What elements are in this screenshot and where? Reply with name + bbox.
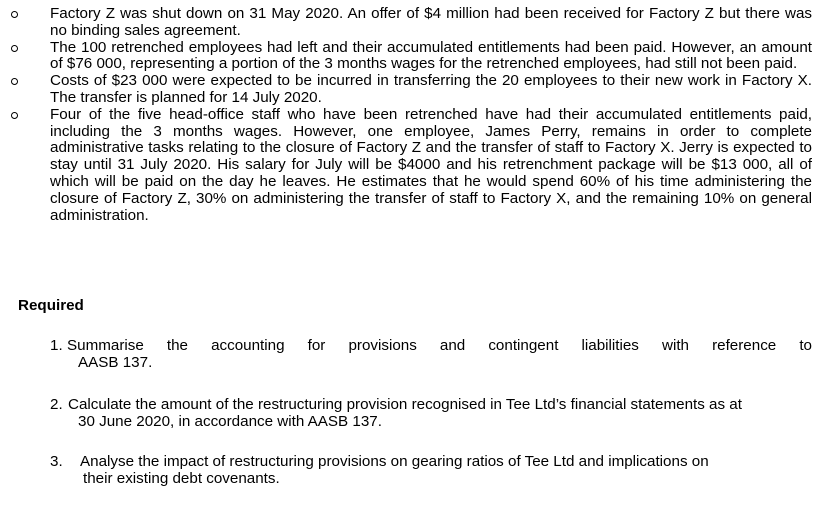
bullet-text: Costs of $23 000 were expected to be incurred in transferring the 20 employees to their new work in Factory X. The transfer is planned for 14 July 2020. (50, 72, 812, 106)
hollow-circle-bullet-icon (11, 112, 18, 119)
hollow-circle-bullet-icon (11, 45, 18, 52)
question-number: 1. (50, 337, 63, 354)
question-text (50, 454, 812, 488)
question-line-1: Calculate the amount of the restructuring provision recognised in Tee Ltd’s financial statements as at (68, 396, 742, 413)
question-number: 3. (50, 453, 63, 470)
bullet-item-head-office-staff (0, 107, 830, 225)
question-text (50, 397, 812, 431)
bullet-text: Factory Z was shut down on 31 May 2020. An offer of $4 million had been received for Factory Z but there was no binding sales agreement. (50, 5, 812, 39)
question-2 (50, 397, 812, 431)
hollow-circle-bullet-icon (11, 78, 18, 85)
question-number: 2. (50, 396, 63, 413)
question-1 (50, 338, 812, 372)
question-line-2: their existing debt covenants. (83, 469, 280, 487)
question-text (50, 338, 812, 372)
question-line-2: 30 June 2020, in accordance with AASB 137. (78, 412, 382, 430)
bullet-item-retrenched-employees (0, 40, 830, 74)
required-heading: Required (18, 297, 84, 314)
bullet-text: The 100 retrenched employees had left and their accumulated entitlements had been paid. However, an amount of $76 000, representing a portion of the 3 months wages for the retrenched employees, had still not been paid. (50, 38, 812, 73)
bullet-list (0, 6, 830, 224)
bullet-text: Four of the five head-office staff who have been retrenched have had their accumulated entitlements paid, including the 3 months wages. However, one employee, James Perry, remains in order to complete administrative tasks relating to the closure of Factory Z and the transfer of staff to Factory X. Jerry is expected to stay until 31 July 2020. His salary for July will be $4000 and his retrenchment package will be $13 000, all of which will be paid on the day he leaves. He estimates that he would spend 60% of his time administering the closure of Factory Z, 30% on administering the transfer of staff to Factory X, and the remaining 10% on general administration. (50, 105, 812, 224)
hollow-circle-bullet-icon (11, 11, 18, 18)
question-line-1: Analyse the impact of restructuring provisions on gearing ratios of Tee Ltd and implications on (80, 453, 709, 470)
bullet-item-factory-z-shutdown (0, 6, 830, 40)
question-line-2: AASB 137. (78, 353, 153, 371)
question-line-1: Summarise the accounting for provisions and contingent liabilities with reference to (67, 337, 812, 354)
question-3 (50, 454, 812, 488)
bullet-item-transfer-costs (0, 73, 830, 107)
